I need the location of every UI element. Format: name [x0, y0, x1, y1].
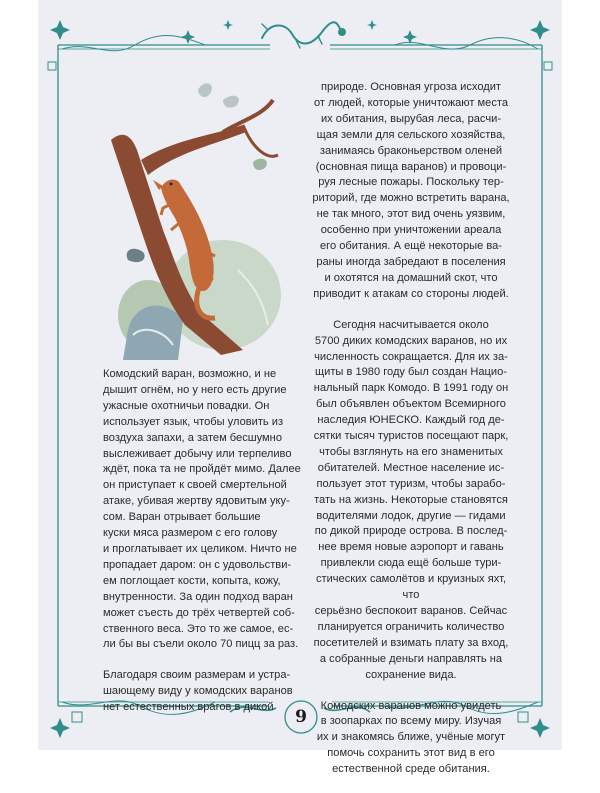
right-text-column — [311, 80, 511, 793]
left-text-column — [103, 367, 303, 731]
paragraph-hunting: Комодский варан, возможно, и не дышит огнём, но у него есть другие ужасные охотничьи повадки. Он использует язык, чтобы уловить из воздуха запахи, а затем бесшумно выслеживает добычу или терпеливо ждёт, пока та не пройдёт мимо. Далее он приступает к своей смертельной атаке, убивая жертву ядовитым уку- сом. Варан отрывает большие куски мяса размером с его голову и проглатывает их целиком. Ничто не пропадает даром: он с удовольстви- ем поглощает кости, копыта, кожу, внутренности. За один подход варан может съесть до трёх четвертей соб- ственного веса. Это то же самое, ес- ли бы вы съели около 70 пицц за раз. — [103, 368, 301, 651]
paragraph-population: Сегодня насчитывается около 5700 диких комодских варанов, но их численность сокращается. Для их за- щиты в 1980 году был создан Нацио- нальный парк Комодо. В 1991 году он был объявлен объектом Всемирного наследия ЮНЕСКО. Каждый год де- сятки тысяч туристов посещают парк, чтобы взглянуть на его знаменитых обитателей. Местное население ис- пользует этот туризм, чтобы зарабо- тать на жизнь. Некоторые становятся водителями лодок, другие — гидами по дикой природе острова. В послед- нее время новые аэропорт и гавань привлекли сюда ещё больше тури- стических самолётов и круизных яхт, что серьёзно беспокоит варанов. Сейчас планируется ограничить количество посетителей и взимать плату за вход, а собранные деньги направлять на сохранение вида. — [313, 318, 509, 681]
paragraph-enemies: Благодаря своим размерам и устра- шающему виду у комодских варанов нет естественных врагов в дикой — [103, 669, 293, 714]
page-number: 9 — [295, 707, 307, 727]
paragraph-zoos: Комодских варанов можно увидеть в зоопарках по всему миру. Изучая их и знакомясь ближе, учёные могут помочь сохранить этот вид в его естественной среде обитания. — [316, 699, 506, 776]
paragraph-threats: природе. Основная угроза исходит от людей, которые уничтожают места их обитания, вырубая леса, расчи- щая земли для сельского хозяйства, занимаясь браконьерством оленей (основная пища варанов) и провоци- руя лесные пожары. Поскольку тер- риторий, где можно встретить варана, не так много, этот вид очень уязвим, особенно при уничтожении ареала его обитания. А ещё некоторые ва- раны иногда забредают в поселения и охотятся на домашний скот, что приводит к атакам со стороны людей. — [312, 81, 510, 300]
komodo-dragon-illustration — [103, 80, 293, 360]
